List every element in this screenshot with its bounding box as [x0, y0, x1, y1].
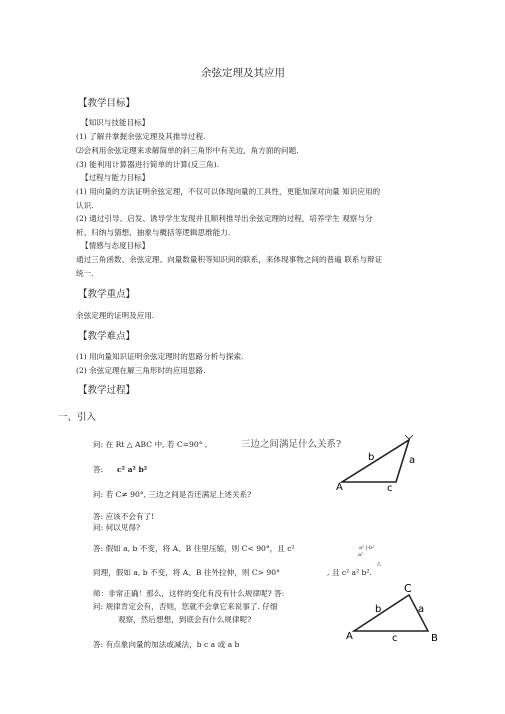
right-triangle-diagram: [336, 432, 446, 492]
right-triangle-shape: [342, 440, 409, 482]
process-heading: 【教学过程】: [78, 385, 136, 396]
triangle1-label-c: c: [387, 483, 393, 492]
knowledge-item-3: (3) 能利用计算器进行简单的计算(反三角).: [76, 160, 220, 169]
knowledge-item-1: (1) 了解并掌握余弦定理及其推导过程.: [76, 132, 206, 141]
answer-1-formula: c² a² b²: [117, 465, 148, 474]
process-item-1-line-1: (1) 用向量的方法证明余弦定理，不仅可以体现向量的工具性，更能加深对向量 知识应用的: [76, 187, 381, 196]
answer-4-tail: , 且 c² a² b².: [327, 568, 372, 577]
question-1-emphasis: 三边之间满足什么关系?: [241, 439, 342, 450]
question-1: 问: 在 Rt △ ABC 中, 若 C=90° ,: [93, 440, 208, 449]
knowledge-item-2: ⑵会利用余弦定理来求解简单的斜三角形中有关边、角方面的问题.: [76, 146, 299, 155]
triangle2-label-a: a: [418, 604, 425, 615]
question-4-line-2: 观察，然后想想，到底会有什么规律呢?: [118, 615, 252, 624]
process-item-1-line-2: 认识.: [76, 201, 94, 210]
emotion-heading: 【情感与态度目标】: [81, 241, 150, 250]
triangle1-label-b: b: [368, 452, 375, 463]
difficulty-item-1: (1) 用向量知识证明余弦定理时的思路分析与探索.: [76, 352, 244, 361]
answer-5: 答: 有点象向量的加法或减法，b c a 或 a b: [93, 640, 240, 649]
process-item-2-line-1: (2) 通过引导、启发、诱导学生发现并且顺利推导出余弦定理的过程，培养学生 观察与分: [76, 214, 373, 223]
general-triangle-diagram: [342, 580, 462, 650]
triangle1-label-a: a: [409, 455, 416, 466]
triangle2-label-B: B: [431, 633, 438, 644]
apex-mark: [405, 435, 413, 439]
question-3: 问: 何以见得?: [93, 523, 141, 532]
intro-heading: 一、引入: [58, 412, 97, 423]
answer-2: 答: 应该不会有了!: [93, 512, 155, 521]
answer-1-label: 答:: [93, 465, 104, 474]
key-point-text: 余弦定理的证明及应用.: [76, 311, 155, 320]
triangle2-label-A: A: [346, 631, 353, 642]
page-title: 余弦定理及其应用: [201, 67, 285, 79]
process-item-2-line-2: 析、归纳与猜想、抽象与概括等逻辑思维能力.: [76, 228, 231, 237]
general-triangle-shape: [354, 595, 428, 631]
question-4-line-1: 问: 规律肯定会有，否则，您就不会拿它来说事了. 仔细: [93, 602, 278, 611]
answer-3-side-formula-mid: a²: [358, 552, 363, 558]
knowledge-heading: 【知识与技能目标】: [81, 118, 150, 127]
emotion-item-line-2: 统一.: [76, 269, 94, 278]
teacher-remark: 师：非常正确！那么，这样的变化有没有什么规律呢? 答:: [93, 589, 285, 598]
answer-3: 答: 假如 a, b 不变，将 A、B 往里压缩，则 C< 90°，且 c²: [93, 544, 295, 553]
triangle2-label-c: c: [392, 633, 398, 644]
answer-3-side-formula-top: a² |-b²: [359, 545, 375, 551]
difficulty-item-2: (2) 余弦定理在解三角形时的应用思路.: [76, 366, 206, 375]
question-2: 问: 若 C≠ 90°, 三边之间是否还满足上述关系?: [93, 490, 252, 499]
process-ability-heading: 【过程与能力目标】: [81, 173, 150, 182]
key-point-heading: 【教学重点】: [78, 289, 136, 300]
triangle2-label-b: b: [375, 604, 382, 615]
triangle1-label-A: A: [336, 482, 343, 492]
difficulty-heading: 【教学难点】: [78, 331, 136, 342]
answer-4: 同理，假如 a, b 不变，将 A、B 往外拉伸，则 C> 90°: [93, 568, 280, 577]
emotion-item-line-1: 通过三角函数、余弦定理、向量数量积等知识间的联系，来体现事物之间的普遍 联系与辩证: [76, 255, 383, 264]
answer-3-side-formula-bottom: △: [377, 561, 381, 567]
goals-heading: 【教学目标】: [78, 98, 136, 109]
triangle2-label-C: C: [404, 582, 412, 595]
